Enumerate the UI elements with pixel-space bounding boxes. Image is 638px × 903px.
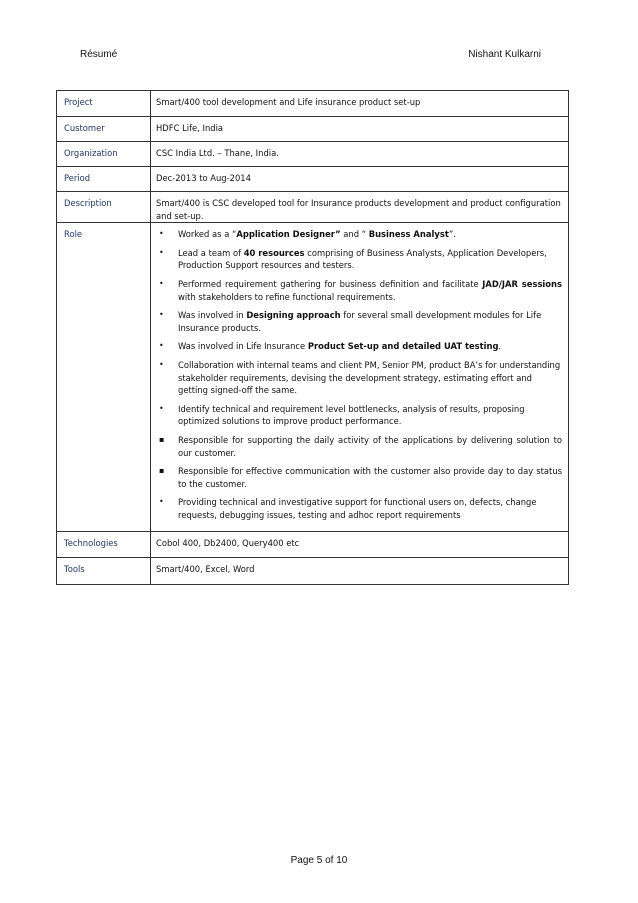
role-bullet-1-text-end: ”. — [448, 229, 456, 240]
square-bullet-icon: ▪ — [159, 466, 165, 476]
role-bullet-7-text: Identify technical and requirement level bottlenecks, analysis of results, proposing optimized solutions to improve product performance. — [178, 403, 525, 427]
tools-value: Smart/400, Excel, Word — [151, 558, 569, 585]
square-bullet-icon: ▪ — [159, 434, 165, 444]
technologies-value: Cobol 400, Db2400, Query400 etc — [151, 532, 569, 558]
role-bullet-9-text: Responsible for effective communication with the customer also provide day to day status to the customer. — [178, 466, 562, 489]
table-row-tools — [57, 558, 569, 585]
role-bullet-list — [156, 228, 562, 521]
role-bullet-6 — [156, 359, 562, 397]
table-row-technologies — [57, 532, 569, 558]
role-bullet-2-text-end: comprising of Business Analysts, Application Developers, Production Support resources and testers. — [178, 247, 547, 271]
customer-value: HDFC Life, India — [151, 117, 569, 142]
role-bullet-9 — [156, 465, 562, 490]
role-bullet-7 — [156, 403, 562, 428]
round-bullet-icon: • — [159, 403, 164, 413]
role-bullet-6-text: Collaboration with internal teams and client PM, Senior PM, product BA’s for understanding stakeholder requirements, devising the development strategy, estimating effort and getting signed-off the same. — [178, 359, 561, 396]
role-bullet-8-text: Responsible for supporting the daily activity of the applications by delivering solution to our customer. — [178, 434, 562, 458]
project-value: Smart/400 tool development and Life insurance product set-up — [151, 91, 569, 117]
role-bullet-3-text: Performed requirement gathering for business definition and facilitate — [178, 278, 483, 289]
technologies-label: Technologies — [57, 532, 151, 558]
description-label: Description — [57, 192, 151, 223]
project-details-table — [56, 90, 569, 585]
role-bullet-4-text: Was involved in — [178, 310, 247, 321]
description-value: Smart/400 is CSC developed tool for Insurance products development and product configuration and set-up. — [151, 192, 569, 223]
role-value — [151, 223, 569, 532]
table-row-project — [57, 91, 569, 117]
period-value: Dec-2013 to Aug-2014 — [151, 167, 569, 192]
header-author-name: Nishant Kulkarni — [468, 49, 541, 60]
role-bullet-3-bold: JAD/JAR sessions — [482, 278, 562, 289]
header-left-title: Résumé — [80, 49, 118, 60]
role-bullet-2 — [156, 247, 562, 272]
role-bullet-3-text-end: with stakeholders to refine functional requirements. — [178, 291, 396, 302]
role-bullet-1-text-and: and “ — [340, 229, 369, 240]
round-bullet-icon: • — [159, 341, 164, 351]
round-bullet-icon: • — [159, 497, 164, 507]
role-bullet-10 — [156, 496, 562, 521]
table-row-organization — [57, 142, 569, 167]
round-bullet-icon: • — [159, 310, 164, 320]
role-bullet-8 — [156, 434, 562, 459]
round-bullet-icon: • — [159, 278, 164, 288]
role-bullet-1-bold-designer: Application Designer” — [236, 229, 341, 240]
page-number: Page 5 of 10 — [290, 855, 348, 866]
round-bullet-icon: • — [159, 359, 164, 369]
role-bullet-1-bold-analyst: Business Analyst — [368, 229, 449, 240]
role-bullet-4 — [156, 309, 562, 334]
role-bullet-5 — [156, 340, 562, 353]
role-bullet-5-text: Was involved in Life Insurance — [178, 341, 308, 352]
role-bullet-2-text: Lead a team of — [178, 247, 244, 258]
organization-value: CSC India Ltd. – Thane, India. — [151, 142, 569, 167]
role-bullet-5-bold: Product Set-up and detailed UAT testing — [307, 341, 499, 352]
tools-label: Tools — [57, 558, 151, 585]
role-bullet-1-text: Worked as a “ — [178, 229, 237, 240]
role-bullet-4-bold: Designing approach — [246, 310, 341, 321]
organization-label: Organization — [57, 142, 151, 167]
role-bullet-5-text-end: . — [498, 341, 502, 352]
role-bullet-10-text: Providing technical and investigative support for functional users on, defects, change requests, debugging issues, testing and adhoc report requirements — [178, 497, 537, 520]
role-label: Role — [57, 223, 151, 532]
role-bullet-3 — [156, 278, 562, 303]
project-label: Project — [57, 91, 151, 117]
table-row-period — [57, 167, 569, 192]
table-row-customer — [57, 117, 569, 142]
period-label: Period — [57, 167, 151, 192]
role-bullet-2-bold: 40 resources — [243, 247, 305, 258]
round-bullet-icon: • — [159, 247, 164, 257]
role-bullet-4-text-end: for several small development modules for Life Insurance products. — [178, 310, 542, 333]
round-bullet-icon: • — [159, 229, 164, 239]
table-row-role — [57, 223, 569, 532]
customer-label: Customer — [57, 117, 151, 142]
table-row-description — [57, 192, 569, 223]
role-bullet-1 — [156, 228, 562, 241]
